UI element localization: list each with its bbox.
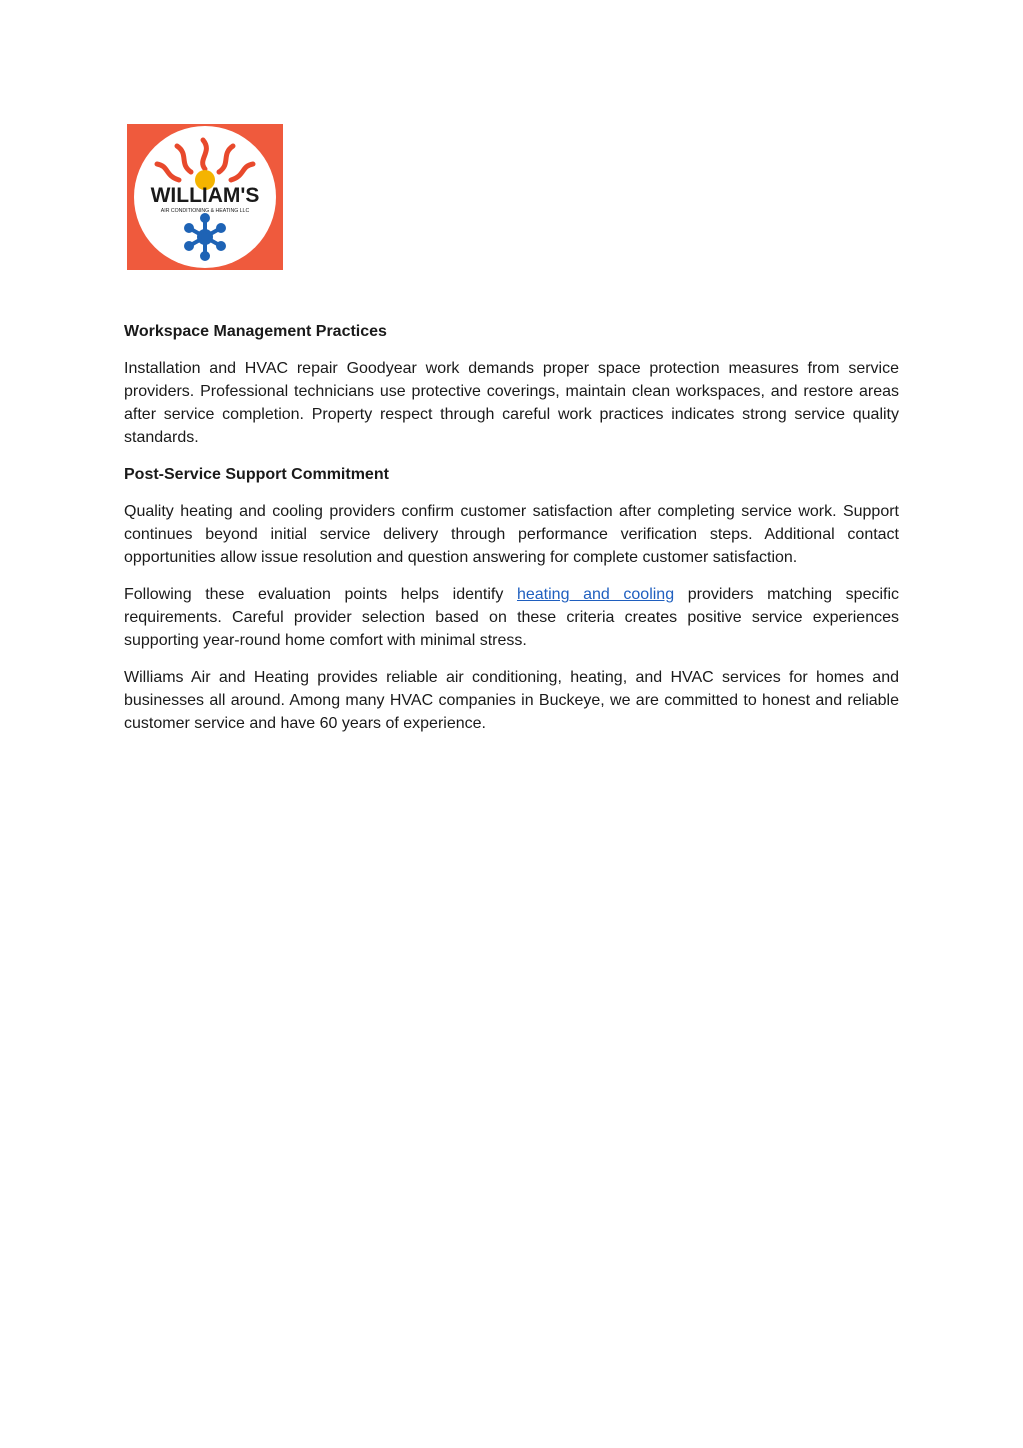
paragraph-workspace: Installation and HVAC repair Goodyear work demands proper space protection measures from service providers. Professional technicians use protective coverings, maintain clean workspaces, and restore areas after service completion. Property respect through careful work practices indicates strong service quality standards.: [124, 360, 899, 446]
logo-graphic: [127, 124, 283, 270]
document-body: [124, 320, 899, 749]
logo-tagline-text: AIR CONDITIONING & HEATING LLC: [160, 208, 250, 214]
paragraph-text-before-link: Following these evaluation points helps identify: [124, 586, 517, 603]
paragraph-evaluation-points: [124, 583, 899, 652]
logo-brand-text: WILLIAM'S: [150, 184, 260, 207]
paragraph-text-after-link: providers matching specific requirements. Careful provider selection based on these criteria creates positive service experiences supporting year-round home comfort with minimal stress.: [124, 586, 900, 649]
paragraph-company-summary: Williams Air and Heating provides reliable air conditioning, heating, and HVAC services for homes and businesses all around. Among many HVAC companies in Buckeye, we are committed to honest and reliable customer service and have 60 years of experience.: [124, 669, 899, 732]
section-heading-workspace: Workspace Management Practices: [124, 323, 387, 340]
section-heading-post-service: Post-Service Support Commitment: [124, 466, 389, 483]
paragraph-post-service: Quality heating and cooling providers confirm customer satisfaction after completing service work. Support continues beyond initial service delivery through performance verification steps. Additional contact opportunities allow issue resolution and question answering for complete customer satisfaction.: [124, 503, 899, 566]
company-logo: [127, 124, 283, 270]
heating-and-cooling-link[interactable]: heating and cooling: [516, 586, 675, 603]
